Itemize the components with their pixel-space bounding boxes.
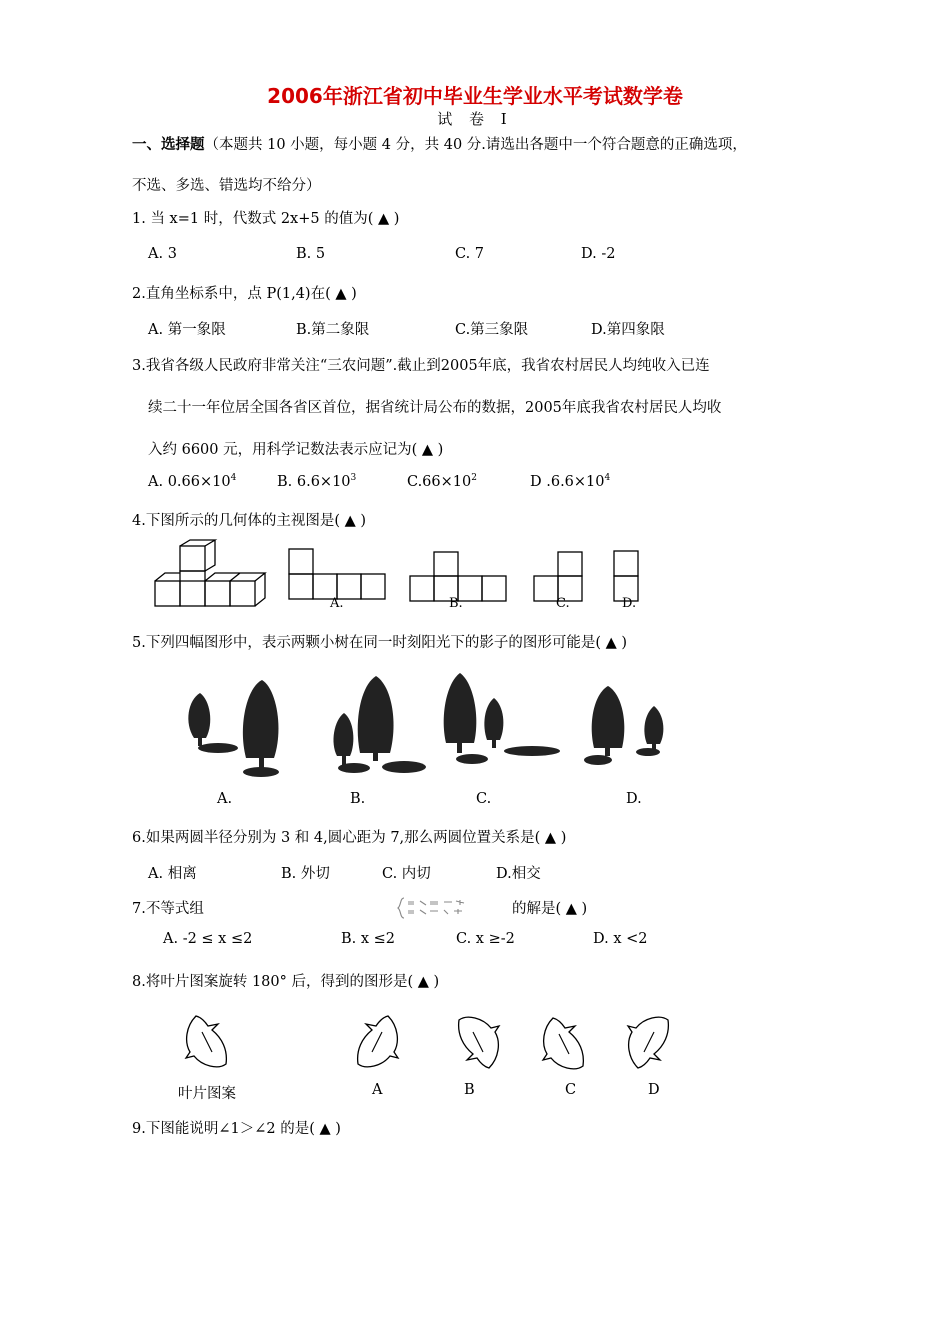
q5-option-a-trees	[166, 668, 296, 783]
q8-option-d-figure	[624, 1014, 672, 1072]
q3-line-1: 3.我省各级人民政府非常关注“三农问题”.截止到2005年底，我省农村居民人均纯收入已连	[132, 358, 710, 374]
q3-option-a-text: A. 0.66×10	[148, 473, 231, 490]
q8-label-d: D	[648, 1082, 660, 1098]
q6-stem: 6.如果两圆半径分别为 3 和 4,圆心距为 7,那么两圆位置关系是( ▲ )	[132, 830, 567, 846]
q7-stem-post: 的解是( ▲ )	[512, 901, 588, 917]
q8-original-leaf-figure	[182, 1012, 230, 1074]
q4-option-a-figure	[288, 548, 388, 602]
q6-option-b: B. 外切	[281, 866, 330, 882]
q2-option-a: A. 第一象限	[148, 322, 226, 338]
q2-option-b: B.第二象限	[296, 322, 370, 338]
q2-option-d: D.第四象限	[591, 322, 665, 338]
q6-option-d: D.相交	[496, 866, 541, 882]
q5-label-b: B.	[350, 791, 366, 807]
q4-label-d: D.	[622, 596, 637, 611]
q3-option-b-exp: 3	[350, 473, 357, 483]
q5-label-a: A.	[217, 791, 233, 807]
q4-label-c: C.	[556, 596, 570, 611]
q2-stem: 2.直角坐标系中，点 P(1,4)在( ▲ )	[132, 286, 357, 302]
q8-stem: 8.将叶片图案旋转 180° 后，得到的图形是( ▲ )	[132, 974, 440, 990]
q5-option-b-trees	[304, 668, 434, 783]
q6-option-a: A. 相离	[148, 866, 197, 882]
q3-option-b-text: B. 6.6×10	[277, 473, 351, 490]
q3-option-c-exp: 2	[471, 473, 477, 483]
q1-option-b: B. 5	[296, 246, 326, 262]
q3-option-a	[148, 473, 236, 490]
q3-option-d-exp: 4	[604, 473, 611, 483]
q9-stem: 9.下图能说明∠1＞∠2 的是( ▲ )	[132, 1121, 341, 1137]
q4-solid-figure	[150, 538, 270, 608]
q1-stem: 1. 当 x=1 时，代数式 2x+5 的值为( ▲ )	[132, 211, 400, 227]
q3-line-3: 入约 6600 元，用科学记数法表示应记为( ▲ )	[148, 442, 444, 458]
q7-option-d: D. x <2	[593, 931, 648, 947]
section-desc-1: （本题共 10 小题，每小题 4 分，共 40 分.请选出各题中一个符合题意的正确选项，	[204, 137, 747, 153]
q8-option-a-figure	[354, 1012, 402, 1074]
q7-option-b: B. x ≤2	[341, 931, 396, 947]
section-desc-2: 不选、多选、错选均不给分）	[132, 178, 321, 194]
q3-option-c	[407, 473, 477, 490]
q6-option-c: C. 内切	[382, 866, 431, 882]
q4-label-b: B.	[449, 596, 463, 611]
q8-label-a: A	[372, 1082, 383, 1098]
q5-label-d: D.	[626, 791, 642, 807]
q3-option-c-text: C.66×10	[407, 473, 472, 490]
q3-option-d	[530, 473, 610, 490]
q5-option-c-trees	[432, 668, 567, 783]
q1-option-d: D. -2	[581, 246, 616, 262]
exam-title: 2006年浙江省初中毕业生学业水平考试数学卷	[267, 84, 683, 108]
q7-inequality-system-image	[398, 896, 478, 920]
q8-option-b-figure	[455, 1014, 503, 1072]
q4-stem: 4.下图所示的几何体的主视图是( ▲ )	[132, 513, 367, 529]
q8-label-b: B	[464, 1082, 475, 1098]
q3-line-2: 续二十一年位居全国各省区首位，据省统计局公布的数据，2005年底我省农村居民人均收	[148, 400, 722, 416]
q7-option-a: A. -2 ≤ x ≤2	[163, 931, 253, 947]
q3-option-b	[277, 473, 356, 490]
q4-label-a: A.	[330, 596, 344, 611]
q5-option-d-trees	[578, 668, 698, 783]
section-heading-line	[132, 133, 747, 154]
q7-stem-pre: 7.不等式组	[132, 901, 204, 917]
q3-option-d-text: D .6.6×10	[530, 473, 605, 490]
q7-option-c: C. x ≥-2	[456, 931, 515, 947]
q8-label-c: C	[565, 1082, 577, 1098]
q5-stem: 5.下列四幅图形中，表示两颗小树在同一时刻阳光下的影子的图形可能是( ▲ )	[132, 635, 628, 651]
q8-option-c-figure	[539, 1014, 587, 1072]
section-heading: 一、选择题	[132, 136, 205, 153]
exam-subtitle: 试 卷 Ⅰ	[437, 110, 513, 128]
q8-label-original: 叶片图案	[178, 1086, 236, 1102]
q1-option-c: C. 7	[455, 246, 485, 262]
q2-option-c: C.第三象限	[455, 322, 529, 338]
q3-option-a-exp: 4	[230, 473, 237, 483]
q5-label-c: C.	[476, 791, 492, 807]
q1-option-a: A. 3	[148, 246, 177, 262]
